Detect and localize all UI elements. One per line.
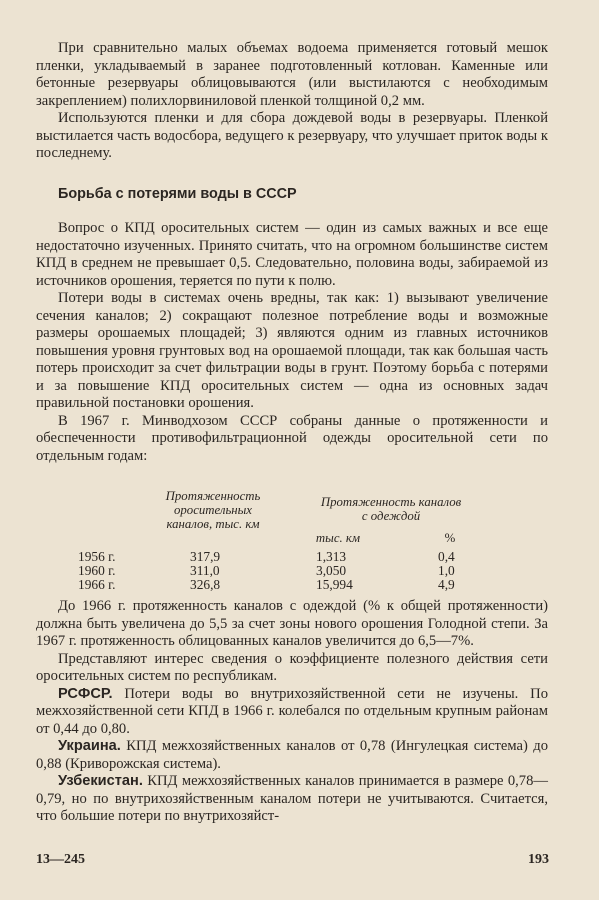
table-row [78,563,548,578]
table-cell-percent: 0,4 [438,549,455,564]
table-cell-percent: 1,0 [438,563,455,578]
table-subheader-percent: % [444,531,456,545]
label-ukraine: Украина. [58,738,121,754]
section-block [36,220,548,465]
table-cell-year: 1966 г. [78,577,116,592]
table-row [78,577,548,592]
paragraph-rsfsr: РСФСР. Потери воды во внутрихозяйственной сети не изучены. По межхозяйственной сети КПД в 1966 г. колебался по отдельным крупным районам от 0,44 до 0,80. [36,685,548,737]
label-rsfsr: РСФСР. [58,685,113,702]
paragraph-losses: Потери воды в системах очень вредны, так как: 1) вызывают увеличение сечения каналов; 2) сокращают полезное потребление воды и возможные размеры орошаемых площадей; 3) являются одним из главных источников повышения уровня грунтовых вод на орошаемой площади, так как большая часть потерь происходит за счет фильтрации воды в грунт. Поэтому борьба с потерями и за повышение КПД оросительных систем — одна из основных задач правильной постановки орошения. [36,290,548,411]
paragraph-uzbekistan: Узбекистан. КПД межхозяйственных каналов принимается в размере 0,78—0,79, но по внутрихозяйственным каналом потери не учитываются. Считается, что большие потери по внутрихозяйст- [36,773,548,824]
signature-mark: 13—245 [36,852,85,867]
paragraph-efficiency: Вопрос о КПД оросительных систем — один из самых важных и все еще недостаточно изученных. Принято считать, что на огромном большинстве систем КПД в среднем не превышает 0,5. Следовательно, половина воды, забираемой из источников орошения, теряется по пути к полю. [36,220,548,289]
section-heading: Борьба с потерями воды в СССР [58,186,297,202]
paragraph-data-1967: В 1967 г. Минводхозом СССР собраны данные о протяженности и обеспеченности противофильтрационной одежды оросительной сети по отдельным годам: [36,412,548,464]
paragraph-republics: Представляют интерес сведения о коэффициенте полезного действия сети оросительных систем по республикам. [36,650,548,684]
table-cell-total: 326,8 [190,577,221,592]
intro-block [36,40,548,163]
table-cell-total: 311,0 [190,563,220,578]
table-cell-year: 1956 г. [78,549,116,564]
page-number: 193 [528,852,549,867]
table-header-total-length: Протяженность оросительных каналов, тыс. км [165,489,261,531]
table-cell-lined: 3,050 [316,563,347,578]
table-cell-total: 317,9 [190,549,221,564]
paragraph-lining-plan: До 1966 г. протяженность каналов с одеждой (% к общей протяженности) должна быть увеличена до 5,5 за счет зоны нового орошения Голодной степи. За 1967 г. протяженность облицованных каналов увеличится до 6,5—7%. [36,598,548,649]
label-uzbekistan: Узбекистан. [58,773,143,789]
paragraph-rainwater: Используются пленки и для сбора дождевой воды в резервуары. Пленкой выстилается часть водосбора, ведущего к резервуару, что улучшает приток воды к последнему. [36,110,548,161]
paragraph-pellicle-bag: При сравнительно малых объемах водоема применяется готовый мешок пленки, укладываемый в заранее подготовленный котлован. Каменные или бетонные резервуары облицовываются (или выстилаются с необходимым закреплением) полихлорвиниловой пленкой толщиной 0,2 мм. [36,40,548,109]
paragraph-ukraine: Украина. КПД межхозяйственных каналов от 0,78 (Ингулецкая система) до 0,88 (Криворожская система). [36,738,548,772]
table-cell-lined: 1,313 [316,549,347,564]
table-row [78,549,548,564]
table-cell-percent: 4,9 [438,577,455,592]
table-header-lined-length: Протяженность каналов с одеждой [320,495,462,523]
table-cell-lined: 15,994 [316,577,353,592]
table-subheader-thous-km: тыс. км [315,531,361,545]
after-table-block [36,598,548,826]
table-cell-year: 1960 г. [78,563,116,578]
